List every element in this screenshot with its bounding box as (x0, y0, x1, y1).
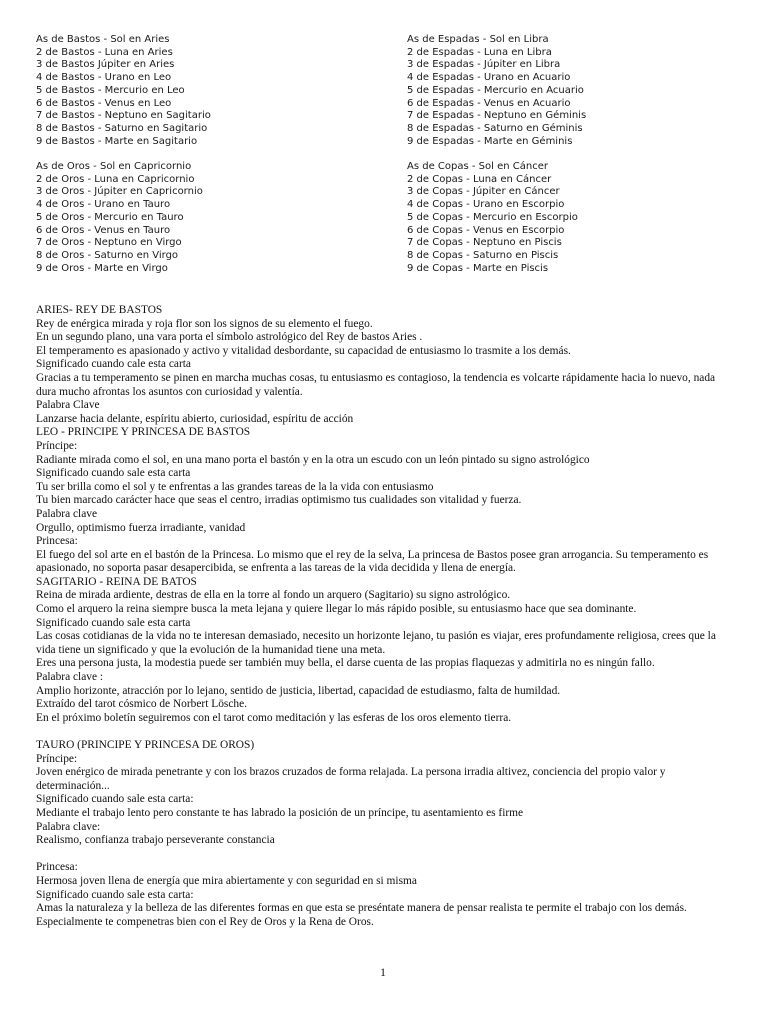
paragraph: Las cosas cotidianas de la vida no te interesan demasiado, necesito un horizonte lejano, tu pasión es viajar, eres profundamente religiosa, crees que la vida tiene un significado y que la evolución de la humanidad tiene una meta. (36, 630, 716, 656)
paragraph: Princesa: (36, 535, 78, 548)
list-spacer (36, 148, 211, 161)
list-item: 6 de Espadas - Venus en Acuario (407, 97, 571, 109)
paragraph: Significado cuando cale esta carta (36, 358, 191, 371)
list-item: 5 de Copas - Mercurio en Escorpio (407, 211, 578, 223)
list-spacer (407, 148, 586, 161)
list-item: 7 de Copas - Neptuno en Piscis (407, 237, 562, 249)
paragraph: Príncipe: (36, 752, 78, 765)
paragraph: Mediante el trabajo lento pero constante te has labrado la posición de un príncipe, tu asentamiento es firme (36, 806, 524, 819)
list-item: As de Espadas - Sol en Libra (407, 34, 549, 45)
paragraph: Princesa: (36, 861, 78, 874)
list-item: 7 de Oros - Neptuno en Virgo (36, 237, 182, 249)
paragraph: Reina de mirada ardiente, destras de ella en la torre al fondo un arquero (Sagitario) su signo astrológico. (36, 589, 511, 602)
paragraph-spacer (36, 725, 736, 739)
paragraph: Rey de enérgica mirada y roja flor son los signos de su elemento el fuego. (36, 317, 373, 330)
list-item: 8 de Bastos - Saturno en Sagitario (36, 122, 208, 134)
list-item: 9 de Bastos - Marte en Sagitario (36, 135, 198, 147)
list-item: 6 de Bastos - Venus en Leo (36, 97, 172, 109)
paragraph: Amplio horizonte, atracción por lo lejano, sentido de justicia, libertad, capacidad de estudiasmo, falta de humildad. (36, 684, 561, 697)
bastos-list (36, 34, 211, 148)
paragraph: Hermosa joven llena de energía que mira abiertamente y con seguridad en si misma (36, 874, 417, 887)
list-item: As de Oros - Sol en Capricornio (36, 161, 192, 173)
list-item: 5 de Oros - Mercurio en Tauro (36, 211, 184, 223)
paragraph: Tu ser brilla como el sol y te enfrentas a las grandes tareas de la la vida con entusiasmo (36, 480, 434, 493)
list-item: 8 de Oros - Saturno en Virgo (36, 249, 179, 261)
paragraph: Eres una persona justa, la modestia puede ser también muy bella, el darse cuenta de las propias flaquezas y admitirla no es ningún fallo. (36, 657, 655, 670)
paragraph: LEO - PRINCIPE Y PRINCESA DE BASTOS (36, 426, 251, 439)
paragraph: Palabra clave (36, 507, 98, 520)
paragraph: En un segundo plano, una vara porta el símbolo astrológico del Rey de bastos Aries . (36, 331, 423, 344)
paragraph: Extraído del tarot cósmico de Norbert Lösche. (36, 698, 247, 711)
paragraph: Significado cuando sale esta carta: (36, 793, 194, 806)
paragraph: Significado cuando sale esta carta (36, 616, 191, 629)
list-item: 3 de Oros - Júpiter en Capricornio (36, 186, 203, 198)
list-item: 7 de Espadas - Neptuno en Géminis (407, 110, 587, 122)
list-item: 4 de Espadas - Urano en Acuario (407, 72, 571, 84)
list-item: 3 de Bastos Júpiter en Aries (36, 59, 175, 71)
paragraph: ARIES- REY DE BASTOS (36, 304, 163, 316)
list-item: As de Bastos - Sol en Aries (36, 34, 170, 45)
paragraph: Joven enérgico de mirada penetrante y con los brazos cruzados de forma relajada. La persona irradia altivez, conciencia del propio valor y determinación... (36, 766, 666, 792)
list-item: 4 de Copas - Urano en Escorpio (407, 199, 565, 211)
list-item: 3 de Espadas - Júpiter en Libra (407, 59, 561, 71)
list-item: 4 de Bastos - Urano en Leo (36, 72, 172, 84)
paragraph: Palabra clave: (36, 820, 101, 833)
paragraph: Significado cuando sale esta carta: (36, 888, 194, 901)
paragraph: Lanzarse hacia delante, espíritu abierto, curiosidad, espíritu de acción (36, 412, 354, 425)
list-item: 2 de Oros - Luna en Capricornio (36, 173, 195, 185)
paragraph: Significado cuando sale esta carta (36, 467, 191, 480)
paragraph: Como el arquero la reina siempre busca la meta lejana y quiere llegar lo más rápido posible, su entusiasmo hace que sea dominante. (36, 603, 637, 616)
list-item: 4 de Oros - Urano en Tauro (36, 199, 171, 211)
paragraph: El temperamento es apasionado y activo y vitalidad desbordante, su capacidad de entusiasmo lo trasmite a los demás. (36, 344, 571, 357)
paragraph: TAURO (PRINCIPE Y PRINCESA DE OROS) (36, 739, 255, 751)
paragraph: Radiante mirada como el sol, en una mano porta el bastón y en la otra un escudo con un león pintado su signo astrológico (36, 453, 590, 466)
list-item: 7 de Bastos - Neptuno en Sagitario (36, 110, 211, 122)
list-item: 6 de Oros - Venus en Tauro (36, 224, 171, 236)
paragraph: Palabra Clave (36, 399, 100, 412)
list-item: 5 de Espadas - Mercurio en Acuario (407, 84, 584, 96)
list-item: 9 de Oros - Marte en Virgo (36, 262, 168, 274)
list-item: 9 de Copas - Marte en Piscis (407, 262, 549, 274)
paragraph: Gracias a tu temperamento se pinen en marcha muchas cosas, tu entusiasmo es contagioso, la tendencia es volcarte rápidamente hacia lo nuevo, nada dura mucho afrontas los asuntos con curiosidad y valentía. (36, 371, 716, 398)
paragraph: El fuego del sol arte en el bastón de la Princesa. Lo mismo que el rey de la selva, La princesa de Bastos posee gran arrogancia. Su temperamento es apasionado, no soporta pasar desapercibida, se enfrenta a las tareas de la vida decidida y llena de energía. (36, 548, 709, 575)
paragraph-spacer (36, 848, 736, 862)
paragraph: Orgullo, optimismo fuerza irradiante, vanidad (36, 521, 246, 534)
list-item: As de Copas - Sol en Cáncer (407, 161, 548, 173)
list-item: 5 de Bastos - Mercurio en Leo (36, 84, 185, 96)
list-item: 2 de Copas - Luna en Cáncer (407, 173, 552, 185)
paragraph: En el próximo boletín seguiremos con el tarot como meditación y las esferas de los oros elemento tierra. (36, 711, 512, 724)
paragraph: Tu bien marcado carácter hace que seas el centro, irradias optimismo tus cualidades son vitalidad y fuerza. (36, 494, 522, 507)
list-item: 6 de Copas - Venus en Escorpio (407, 224, 565, 236)
list-item: 8 de Espadas - Saturno en Géminis (407, 122, 583, 134)
paragraph: Príncipe: (36, 439, 78, 452)
list-item: 3 de Copas - Júpiter en Cáncer (407, 186, 560, 198)
paragraph: Amas la naturaleza y la belleza de las diferentes formas en que esta se preséntate manera de pensar realista te permite el trabajo con los demás. Especialmente te compenetras bien con el Rey de Oros y la Rena de Oros. (36, 902, 687, 928)
oros-list (36, 161, 211, 275)
espadas-list (407, 34, 586, 148)
paragraph: Palabra clave : (36, 671, 104, 684)
list-item: 8 de Copas - Saturno en Piscis (407, 249, 559, 261)
paragraph: SAGITARIO - REINA DE BATOS (36, 575, 197, 588)
list-item: 9 de Espadas - Marte en Géminis (407, 135, 573, 147)
article-body (36, 304, 736, 929)
page-number: 1 (380, 965, 386, 979)
list-item: 2 de Bastos - Luna en Aries (36, 46, 173, 58)
list-item: 2 de Espadas - Luna en Libra (407, 46, 552, 58)
right-card-column (407, 34, 586, 275)
copas-list (407, 161, 586, 275)
paragraph: Realismo, confianza trabajo perseverante constancia (36, 834, 275, 847)
left-card-column (36, 34, 211, 275)
